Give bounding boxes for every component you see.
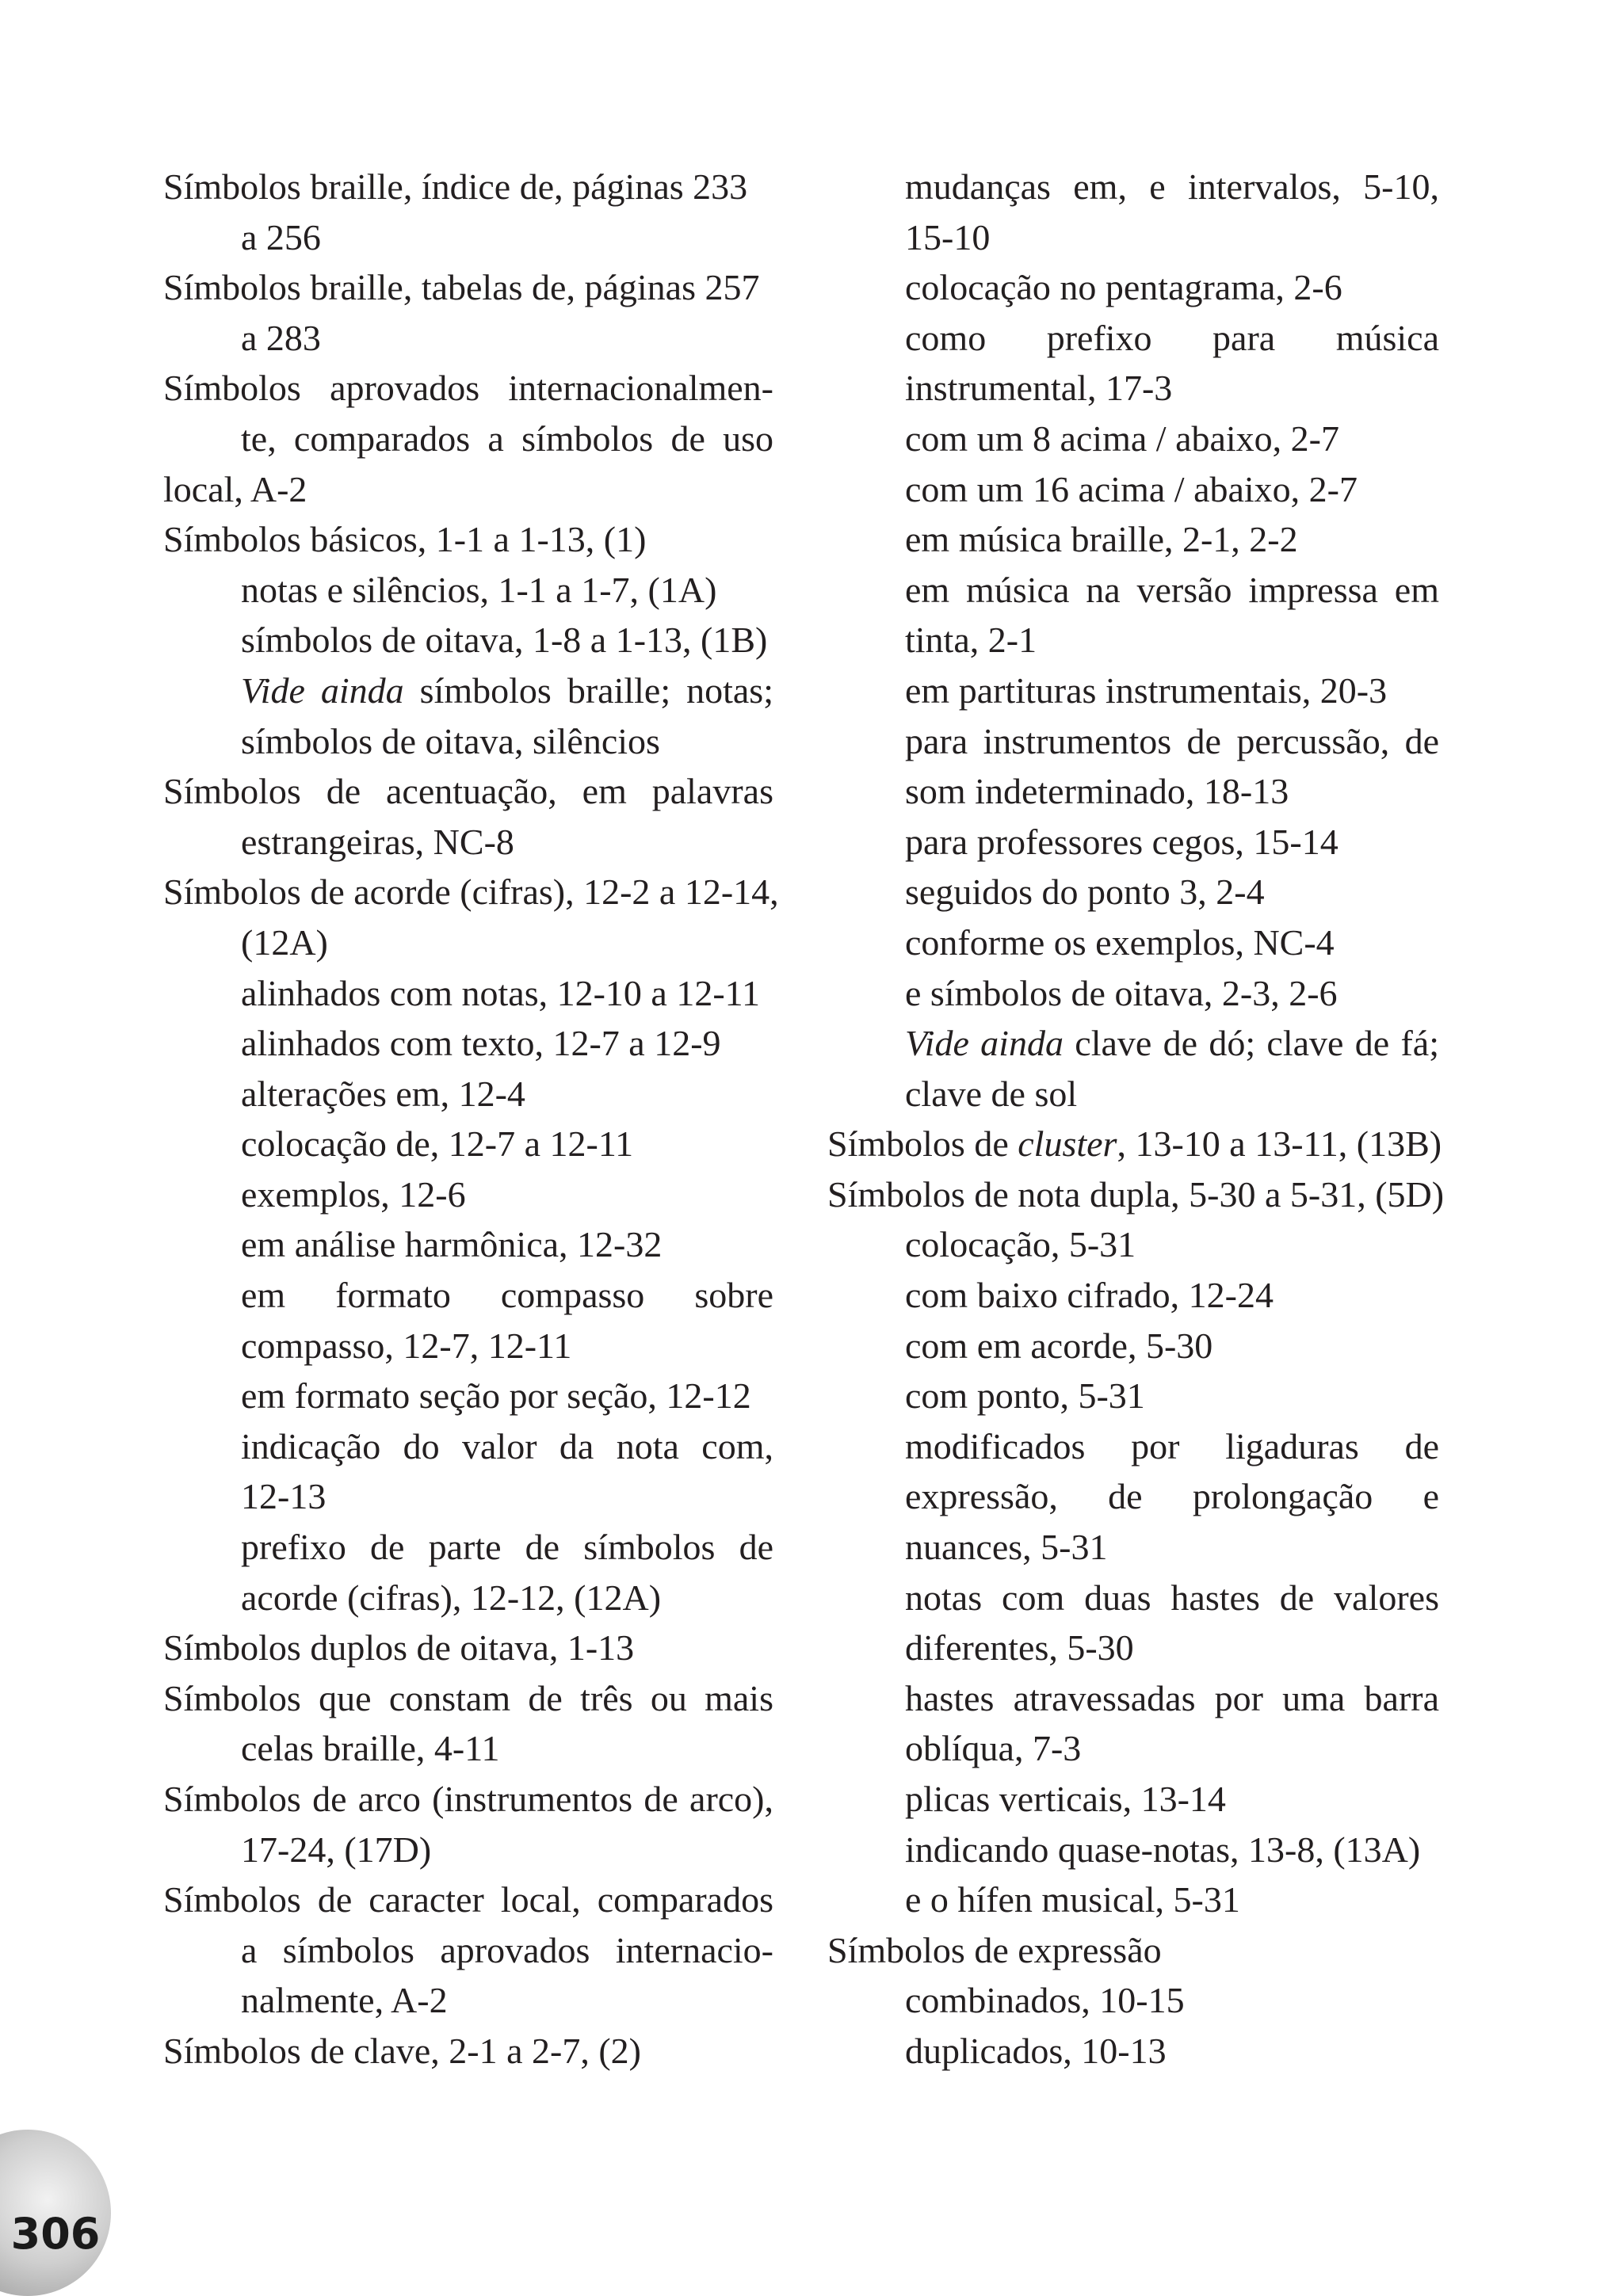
index-text: notas com duas hastes de valores xyxy=(905,1577,1439,1618)
index-entry-line xyxy=(163,514,773,565)
index-subentry-line xyxy=(163,313,773,364)
index-text: Símbolos de clave, 2-1 a 2-7, (2) xyxy=(163,2030,641,2071)
index-text: nuances, 5-31 xyxy=(905,1527,1108,1568)
index-subentry-line xyxy=(163,1169,773,1220)
index-text: alinhados com notas, 12-10 a 12-11 xyxy=(241,972,760,1013)
index-text: plicas verticais, 13-14 xyxy=(905,1779,1226,1819)
index-subentry-line xyxy=(827,1825,1439,1875)
index-text: instrumental, 17-3 xyxy=(905,368,1173,409)
index-text: estrangeiras, NC-8 xyxy=(241,821,514,862)
index-text: hastes atravessadas por uma barra xyxy=(905,1677,1439,1718)
index-subentry-line xyxy=(827,1371,1439,1421)
index-subentry-line xyxy=(827,716,1439,767)
index-text: Símbolos de xyxy=(827,1123,1018,1165)
index-subentry-line xyxy=(163,414,773,464)
index-subentry-line xyxy=(827,1774,1439,1825)
index-text: símbolos de oitava, 1-8 a 1-13, (1B) xyxy=(241,620,768,661)
index-text: 17-24, (17D) xyxy=(241,1829,432,1870)
index-text: como prefixo para música xyxy=(905,317,1439,358)
index-text: mudanças em, e intervalos, 5-10, xyxy=(905,166,1439,207)
index-subentry-line xyxy=(827,464,1439,515)
index-subentry-line xyxy=(827,1219,1439,1270)
index-entry-line xyxy=(163,1623,773,1673)
index-subentry-line xyxy=(827,363,1439,414)
index-entry-line xyxy=(163,162,773,212)
index-text: em música na versão impressa em xyxy=(905,569,1439,610)
index-text: com baixo cifrado, 12-24 xyxy=(905,1275,1274,1316)
index-text: com ponto, 5-31 xyxy=(905,1375,1145,1417)
index-entry-line xyxy=(163,1875,773,1925)
index-subentry-line xyxy=(827,414,1439,464)
index-text: em análise harmônica, 12-32 xyxy=(241,1224,663,1265)
index-text: local, A-2 xyxy=(163,468,307,509)
index-subentry-line xyxy=(163,1421,773,1472)
index-subentry-line xyxy=(163,1270,773,1321)
index-text: em música braille, 2-1, 2-2 xyxy=(905,519,1298,560)
index-subentry-line xyxy=(827,1875,1439,1925)
index-subentry-line xyxy=(163,716,773,767)
index-subentry-line xyxy=(827,1522,1439,1573)
index-subentry-line xyxy=(827,1421,1439,1472)
index-text: Símbolos básicos, 1-1 a 1-13, (1) xyxy=(163,519,647,560)
index-subentry-line xyxy=(827,1321,1439,1371)
index-text: Símbolos de nota dupla, 5-30 a 5-31, (5D) xyxy=(827,1173,1445,1215)
index-text: colocação, 5-31 xyxy=(905,1224,1136,1265)
index-text: clave de dó; clave de fá; xyxy=(1063,1023,1439,1064)
index-text: prefixo de parte de símbolos de xyxy=(241,1527,773,1568)
index-subentry-line xyxy=(827,565,1439,616)
index-subentry-line xyxy=(163,1371,773,1421)
index-text: Símbolos braille, índice de, páginas 233 xyxy=(163,166,748,207)
index-entry-line xyxy=(163,2026,773,2077)
index-text: modificados por ligaduras de xyxy=(905,1425,1439,1466)
index-text: nalmente, A-2 xyxy=(241,1980,448,2021)
index-text: colocação de, 12-7 a 12-11 xyxy=(241,1123,634,1165)
index-text: em formato compasso sobre xyxy=(241,1275,773,1316)
index-text: Símbolos de acorde (cifras), 12-2 a 12-14, xyxy=(163,871,779,913)
index-text: Símbolos de caracter local, comparados xyxy=(163,1879,773,1920)
page-number: 306 xyxy=(10,2209,101,2259)
index-subentry-line xyxy=(163,212,773,263)
index-subentry-line xyxy=(163,565,773,616)
index-subentry-line xyxy=(163,615,773,666)
index-text: Símbolos de arco (instrumentos de arco), xyxy=(163,1779,773,1819)
index-text: 15-10 xyxy=(905,216,991,257)
index-text: , 13-10 a 13-11, (13B) xyxy=(1117,1123,1442,1165)
index-text: com um 8 acima / abaixo, 2-7 xyxy=(905,418,1340,459)
index-subentry-line xyxy=(827,766,1439,817)
index-subentry-line xyxy=(827,1069,1439,1119)
index-entry-line xyxy=(827,1169,1445,1220)
index-entry-line xyxy=(163,766,773,817)
index-subentry-line xyxy=(827,262,1439,313)
index-subentry-line xyxy=(827,514,1439,565)
index-subentry-line xyxy=(827,2026,1439,2077)
index-subentry-line xyxy=(827,917,1439,968)
index-text: indicação do valor da nota com, xyxy=(241,1425,773,1466)
index-subentry-line xyxy=(827,1673,1439,1724)
index-text: duplicados, 10-13 xyxy=(905,2030,1167,2071)
index-subentry-line xyxy=(827,1573,1439,1623)
index-text: acorde (cifras), 12-12, (12A) xyxy=(241,1577,662,1618)
index-subentry-line xyxy=(163,1219,773,1270)
index-column-right xyxy=(827,162,1445,2077)
index-subentry-line xyxy=(827,1623,1439,1673)
index-subentry-line xyxy=(163,1573,773,1623)
index-text: símbolos braille; notas; xyxy=(403,669,773,711)
index-entry-line xyxy=(163,1673,773,1724)
index-text: combinados, 10-15 xyxy=(905,1980,1185,2021)
index-subentry-line xyxy=(163,1925,773,1976)
index-entry-line xyxy=(163,262,773,313)
index-text: alinhados com texto, 12-7 a 12-9 xyxy=(241,1023,721,1064)
index-subentry-line xyxy=(827,615,1439,666)
index-text: para professores cegos, 15-14 xyxy=(905,821,1338,862)
index-subentry-line xyxy=(163,1119,773,1169)
index-subentry-line xyxy=(827,867,1439,917)
index-text: símbolos de oitava, silêncios xyxy=(241,720,660,761)
index-subentry-line xyxy=(163,917,773,968)
index-subentry-line xyxy=(163,1522,773,1573)
index-subentry-line xyxy=(827,968,1439,1019)
index-text: com em acorde, 5-30 xyxy=(905,1325,1213,1366)
index-subentry-line xyxy=(163,968,773,1019)
index-subentry-line xyxy=(827,817,1439,868)
index-subentry-line xyxy=(163,817,773,868)
index-text: com um 16 acima / abaixo, 2-7 xyxy=(905,468,1358,509)
index-text: (12A) xyxy=(241,921,328,963)
index-entry-line xyxy=(163,867,779,917)
index-text: alterações em, 12-4 xyxy=(241,1073,525,1114)
index-subentry-line xyxy=(163,1825,773,1875)
index-text: a símbolos aprovados internacio- xyxy=(241,1929,773,1970)
index-text: som indeterminado, 18-13 xyxy=(905,771,1289,812)
index-subentry-line xyxy=(163,1069,773,1119)
index-text: e símbolos de oitava, 2-3, 2-6 xyxy=(905,972,1338,1013)
index-subentry-line xyxy=(827,313,1439,364)
index-subentry-line xyxy=(163,1975,773,2026)
index-subentry-line xyxy=(163,1723,773,1774)
index-entry-line xyxy=(827,1119,1442,1169)
index-text: e o hífen musical, 5-31 xyxy=(905,1879,1240,1920)
index-italic-text: cluster xyxy=(1018,1123,1117,1165)
index-subentry-line xyxy=(163,666,773,716)
index-text: oblíqua, 7-3 xyxy=(905,1728,1082,1769)
index-text: celas braille, 4-11 xyxy=(241,1728,500,1769)
index-text: Símbolos aprovados internacionalmen- xyxy=(163,368,773,409)
index-subentry-line xyxy=(163,1321,773,1371)
index-text: a 283 xyxy=(241,317,321,358)
index-italic-text: Vide ainda xyxy=(905,1023,1064,1064)
index-text: te, comparados a símbolos de uso xyxy=(241,418,773,459)
index-text: colocação no pentagrama, 2-6 xyxy=(905,267,1342,308)
index-subentry-line xyxy=(827,162,1439,212)
index-entry-line xyxy=(163,363,773,414)
index-subentry-line xyxy=(827,1975,1439,2026)
index-text: expressão, de prolongação e xyxy=(905,1476,1439,1517)
index-subentry-line xyxy=(827,1723,1439,1774)
index-subentry-line xyxy=(827,1471,1439,1522)
index-entry-line xyxy=(163,464,773,515)
index-subentry-line xyxy=(827,1018,1439,1069)
index-text: conforme os exemplos, NC-4 xyxy=(905,921,1335,963)
index-entry-line xyxy=(163,1774,773,1825)
index-text: em partituras instrumentais, 20-3 xyxy=(905,669,1388,711)
index-text: Símbolos braille, tabelas de, páginas 257 xyxy=(163,267,760,308)
index-text: Símbolos de expressão xyxy=(827,1929,1162,1970)
index-text: a 256 xyxy=(241,216,321,257)
index-subentry-line xyxy=(827,666,1439,716)
index-entry-line xyxy=(827,1925,1439,1976)
index-text: Símbolos de acentuação, em palavras xyxy=(163,771,773,812)
index-subentry-line xyxy=(163,1018,773,1069)
index-text: 12-13 xyxy=(241,1476,327,1517)
index-text: compasso, 12-7, 12-11 xyxy=(241,1325,572,1366)
index-subentry-line xyxy=(827,212,1439,263)
index-text: tinta, 2-1 xyxy=(905,620,1037,661)
index-italic-text: Vide ainda xyxy=(241,669,404,711)
index-text: Símbolos duplos de oitava, 1-13 xyxy=(163,1627,635,1669)
index-text: exemplos, 12-6 xyxy=(241,1173,466,1215)
index-text: clave de sol xyxy=(905,1073,1078,1114)
index-text: em formato seção por seção, 12-12 xyxy=(241,1375,751,1417)
index-column-left xyxy=(163,162,779,2077)
index-text: notas e silêncios, 1-1 a 1-7, (1A) xyxy=(241,569,717,610)
index-subentry-line xyxy=(163,1471,773,1522)
index-text: seguidos do ponto 3, 2-4 xyxy=(905,871,1265,913)
index-subentry-line xyxy=(827,1270,1439,1321)
index-text: diferentes, 5-30 xyxy=(905,1627,1134,1669)
index-text: para instrumentos de percussão, de xyxy=(905,720,1439,761)
index-text: indicando quase-notas, 13-8, (13A) xyxy=(905,1829,1421,1870)
index-text: Símbolos que constam de três ou mais xyxy=(163,1677,773,1718)
